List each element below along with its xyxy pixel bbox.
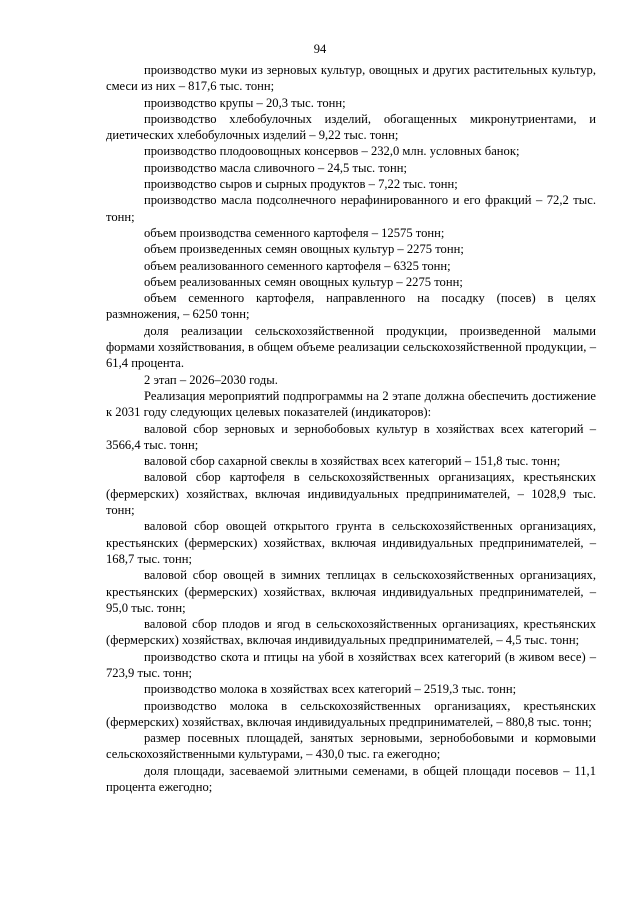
paragraph: Реализация мероприятий подпрограммы на 2 этапе должна обеспечить достижение к 2031 году следующих целевых показателей (индикаторов): xyxy=(106,388,596,420)
paragraph: валовой сбор овощей открытого грунта в сельскохозяйственных организациях, крестьянских (фермерских) хозяйствах, включая индивидуальных предпринимателей, – 168,7 тыс. тонн; xyxy=(106,519,596,566)
paragraph: производство муки из зерновых культур, овощных и других растительных культур, смеси из них – 817,6 тыс. тонн; xyxy=(106,63,596,94)
paragraph: производство масла сливочного – 24,5 тыс. тонн; xyxy=(144,160,407,175)
paragraph: производство плодоовощных консервов – 232,0 млн. условных банок; xyxy=(144,144,520,159)
paragraph: валовой сбор овощей в зимних теплицах в сельскохозяйственных организациях, крестьянских (фермерских) хозяйствах, включая индивидуальных предпринимателей, – 95,0 тыс. тонн; xyxy=(106,568,596,615)
paragraph: доля площади, засеваемой элитными семенами, в общей площади посевов – 11,1 процента ежегодно; xyxy=(106,763,596,795)
stage-heading: 2 этап – 2026–2030 годы. xyxy=(144,372,278,387)
paragraph: производство крупы – 20,3 тыс. тонн; xyxy=(144,95,346,110)
paragraph: валовой сбор картофеля в сельскохозяйственных организациях, крестьянских (фермерских) хозяйствах, включая индивидуальных предпринимателей, – 1028,9 тыс. тонн; xyxy=(106,470,596,518)
paragraph: объем реализованного семенного картофеля – 6325 тонн; xyxy=(144,258,451,273)
paragraph: производство молока в сельскохозяйственных организациях, крестьянских (фермерских) хозяйствах, включая индивидуальных предпринимателей, – 880,8 тыс. тонн; xyxy=(106,698,596,729)
paragraph: объем семенного картофеля, направленного на посадку (посев) в целях размножения, – 6250 тонн; xyxy=(106,291,596,322)
paragraph: объем произведенных семян овощных культур – 2275 тонн; xyxy=(144,242,464,257)
paragraph: валовой сбор зерновых и зернобобовых культур в хозяйствах всех категорий – 3566,4 тыс. тонн; xyxy=(106,421,596,452)
paragraph: валовой сбор плодов и ягод в сельскохозяйственных организациях, крестьянских (фермерских) хозяйствах, включая индивидуальных предпринимателей, – 4,5 тыс. тонн; xyxy=(106,617,596,648)
paragraph: валовой сбор сахарной свеклы в хозяйствах всех категорий – 151,8 тыс. тонн; xyxy=(144,454,561,469)
paragraph: размер посевных площадей, занятых зерновыми, зернобобовыми и кормовыми сельскохозяйственными культурами, – 430,0 тыс. га ежегодно; xyxy=(106,731,596,762)
paragraph: производство скота и птицы на убой в хозяйствах всех категорий (в живом весе) – 723,9 тыс. тонн; xyxy=(106,649,596,680)
page-number: 94 xyxy=(313,42,327,56)
paragraph: производство сыров и сырных продуктов – 7,22 тыс. тонн; xyxy=(144,177,458,192)
document-body xyxy=(106,62,596,795)
paragraph: производство молока в хозяйствах всех категорий – 2519,3 тыс. тонн; xyxy=(144,682,517,697)
paragraph: объем производства семенного картофеля – 12575 тонн; xyxy=(144,225,445,240)
paragraph: доля реализации сельскохозяйственной продукции, произведенной малыми формами хозяйствования, в общем объеме реализации сельскохозяйственной продукции, – 61,4 процента. xyxy=(106,323,596,371)
paragraph: производство масла подсолнечного нерафинированного и его фракций – 72,2 тыс. тонн; xyxy=(106,193,596,224)
paragraph: объем реализованных семян овощных культур – 2275 тонн; xyxy=(144,274,463,289)
paragraph: производство хлебобулочных изделий, обогащенных микронутриентами, и диетических хлебобулочных изделий – 9,22 тыс. тонн; xyxy=(106,111,596,143)
